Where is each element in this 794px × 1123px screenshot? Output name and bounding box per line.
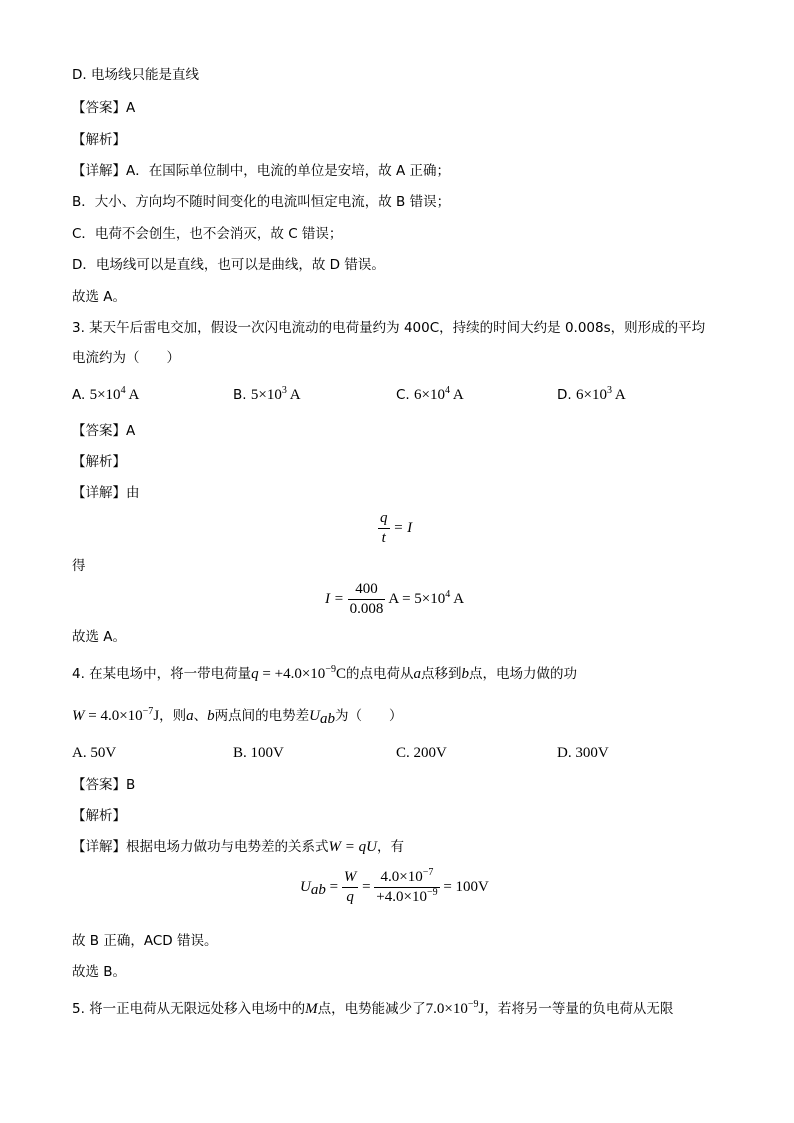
answer-label: 【答案】 bbox=[72, 423, 126, 439]
q4-stem-line2: $W = 4.0\times 10^{-7}J$，则a、b两点间的电势差$U_{ab}$为（ ） bbox=[72, 706, 403, 727]
q4-option-d: D. 300V bbox=[557, 745, 609, 761]
q2-detail-1 bbox=[72, 162, 450, 180]
q5-stem: 5. 将一正电荷从无限远处移入电场中的M点，电势能减少了$7.0\times 10^{-9}J$，若将另一等量的负电荷从无限 bbox=[72, 999, 674, 1017]
answer-value: A bbox=[126, 423, 136, 439]
option-value: $6\times 10^4$ A bbox=[414, 385, 464, 403]
q4-stem-line1: 4. 在某电场中，将一带电荷量$q = +4.0\times 10^{-9}C$的点电荷从a点移到b点，电场力做的功 bbox=[72, 664, 577, 682]
detail-text: A．在国际单位制中，电流的单位是安培，故 A 正确； bbox=[126, 163, 451, 179]
detail-formula: W = qU bbox=[328, 839, 377, 855]
q4-answer bbox=[72, 776, 135, 794]
q3-equation-1: $\frac{q}{t}$ = I bbox=[380, 510, 413, 546]
fraction: $\frac{W}{q}$ bbox=[343, 869, 357, 905]
q3-de: 得 bbox=[72, 558, 86, 574]
q3-stem-line1: 3. 某天午后雷电交加，假设一次闪电流动的电荷量约为 400C，持续的时间大约是 0.008s，则形成的平均 bbox=[72, 320, 706, 336]
option-value: $5\times 10^3$ A bbox=[250, 385, 301, 403]
option-label: B. bbox=[233, 387, 247, 403]
q3-conclusion: 故选 A。 bbox=[72, 629, 127, 645]
option-label: A. bbox=[72, 387, 86, 403]
q3-stem-line2: 电流约为（ ） bbox=[72, 350, 180, 366]
q3-option-b bbox=[233, 386, 301, 404]
q3-answer bbox=[72, 422, 135, 440]
q4-equation: $U_{ab}$ = $\frac{W}{q}$ = $\frac{4.0\times 10^{-7}}{+4.0\times 10^{-9}}$ = 100V bbox=[300, 867, 489, 905]
fraction: $\frac{400}{0.008}$ bbox=[349, 581, 384, 617]
answer-label: 【答案】 bbox=[72, 777, 126, 793]
q3-analysis-label: 【解析】 bbox=[72, 454, 126, 470]
q2-conclusion: 故选 A。 bbox=[72, 289, 127, 305]
q3-equation-2: I = $\frac{400}{0.008}$ $A = 5\times 10^4$ A bbox=[325, 581, 465, 617]
option-label: D. bbox=[557, 387, 572, 403]
q2-detail-3: C．电荷不会创生，也不会消灭，故 C 错误； bbox=[72, 226, 343, 242]
answer-label: 【答案】 bbox=[72, 100, 126, 116]
q4-result-line: 故 B 正确，ACD 错误。 bbox=[72, 933, 218, 949]
q2-detail-4: D．电场线可以是直线，也可以是曲线，故 D 错误。 bbox=[72, 257, 385, 273]
q2-detail-2: B．大小、方向均不随时间变化的电流叫恒定电流，故 B 错误； bbox=[72, 194, 451, 210]
option-value: $6\times 10^3$ A bbox=[575, 385, 626, 403]
q3-option-c bbox=[396, 386, 464, 404]
q2-option-d: D. 电场线只能是直线 bbox=[72, 67, 199, 83]
answer-value: B bbox=[126, 777, 136, 793]
option-value: $5\times 10^4$ A bbox=[89, 385, 140, 403]
fraction: $\frac{4.0\times 10^{-7}}{+4.0\times 10^{-9}}$ bbox=[376, 867, 438, 905]
q4-option-c: C. 200V bbox=[396, 745, 447, 761]
q2-analysis-label: 【解析】 bbox=[72, 132, 126, 148]
q4-option-a: A. 50V bbox=[72, 745, 117, 761]
q2-answer bbox=[72, 99, 135, 117]
q3-option-a bbox=[72, 386, 139, 404]
q3-detail bbox=[72, 484, 140, 502]
q4-conclusion: 故选 B。 bbox=[72, 964, 127, 980]
answer-value: A bbox=[126, 100, 136, 116]
option-label: C. bbox=[396, 387, 410, 403]
q4-detail: 【详解】根据电场力做功与电势差的关系式W = qU，有 bbox=[72, 839, 404, 855]
q4-option-b: B. 100V bbox=[233, 745, 284, 761]
fraction: $\frac{q}{t}$ bbox=[380, 510, 388, 546]
q4-analysis-label: 【解析】 bbox=[72, 808, 126, 824]
detail-label: 【详解】 bbox=[72, 485, 126, 501]
detail-label: 【详解】 bbox=[72, 163, 126, 179]
detail-label: 【详解】 bbox=[72, 839, 126, 855]
q3-option-d bbox=[557, 386, 626, 404]
detail-text: 由 bbox=[126, 485, 140, 501]
